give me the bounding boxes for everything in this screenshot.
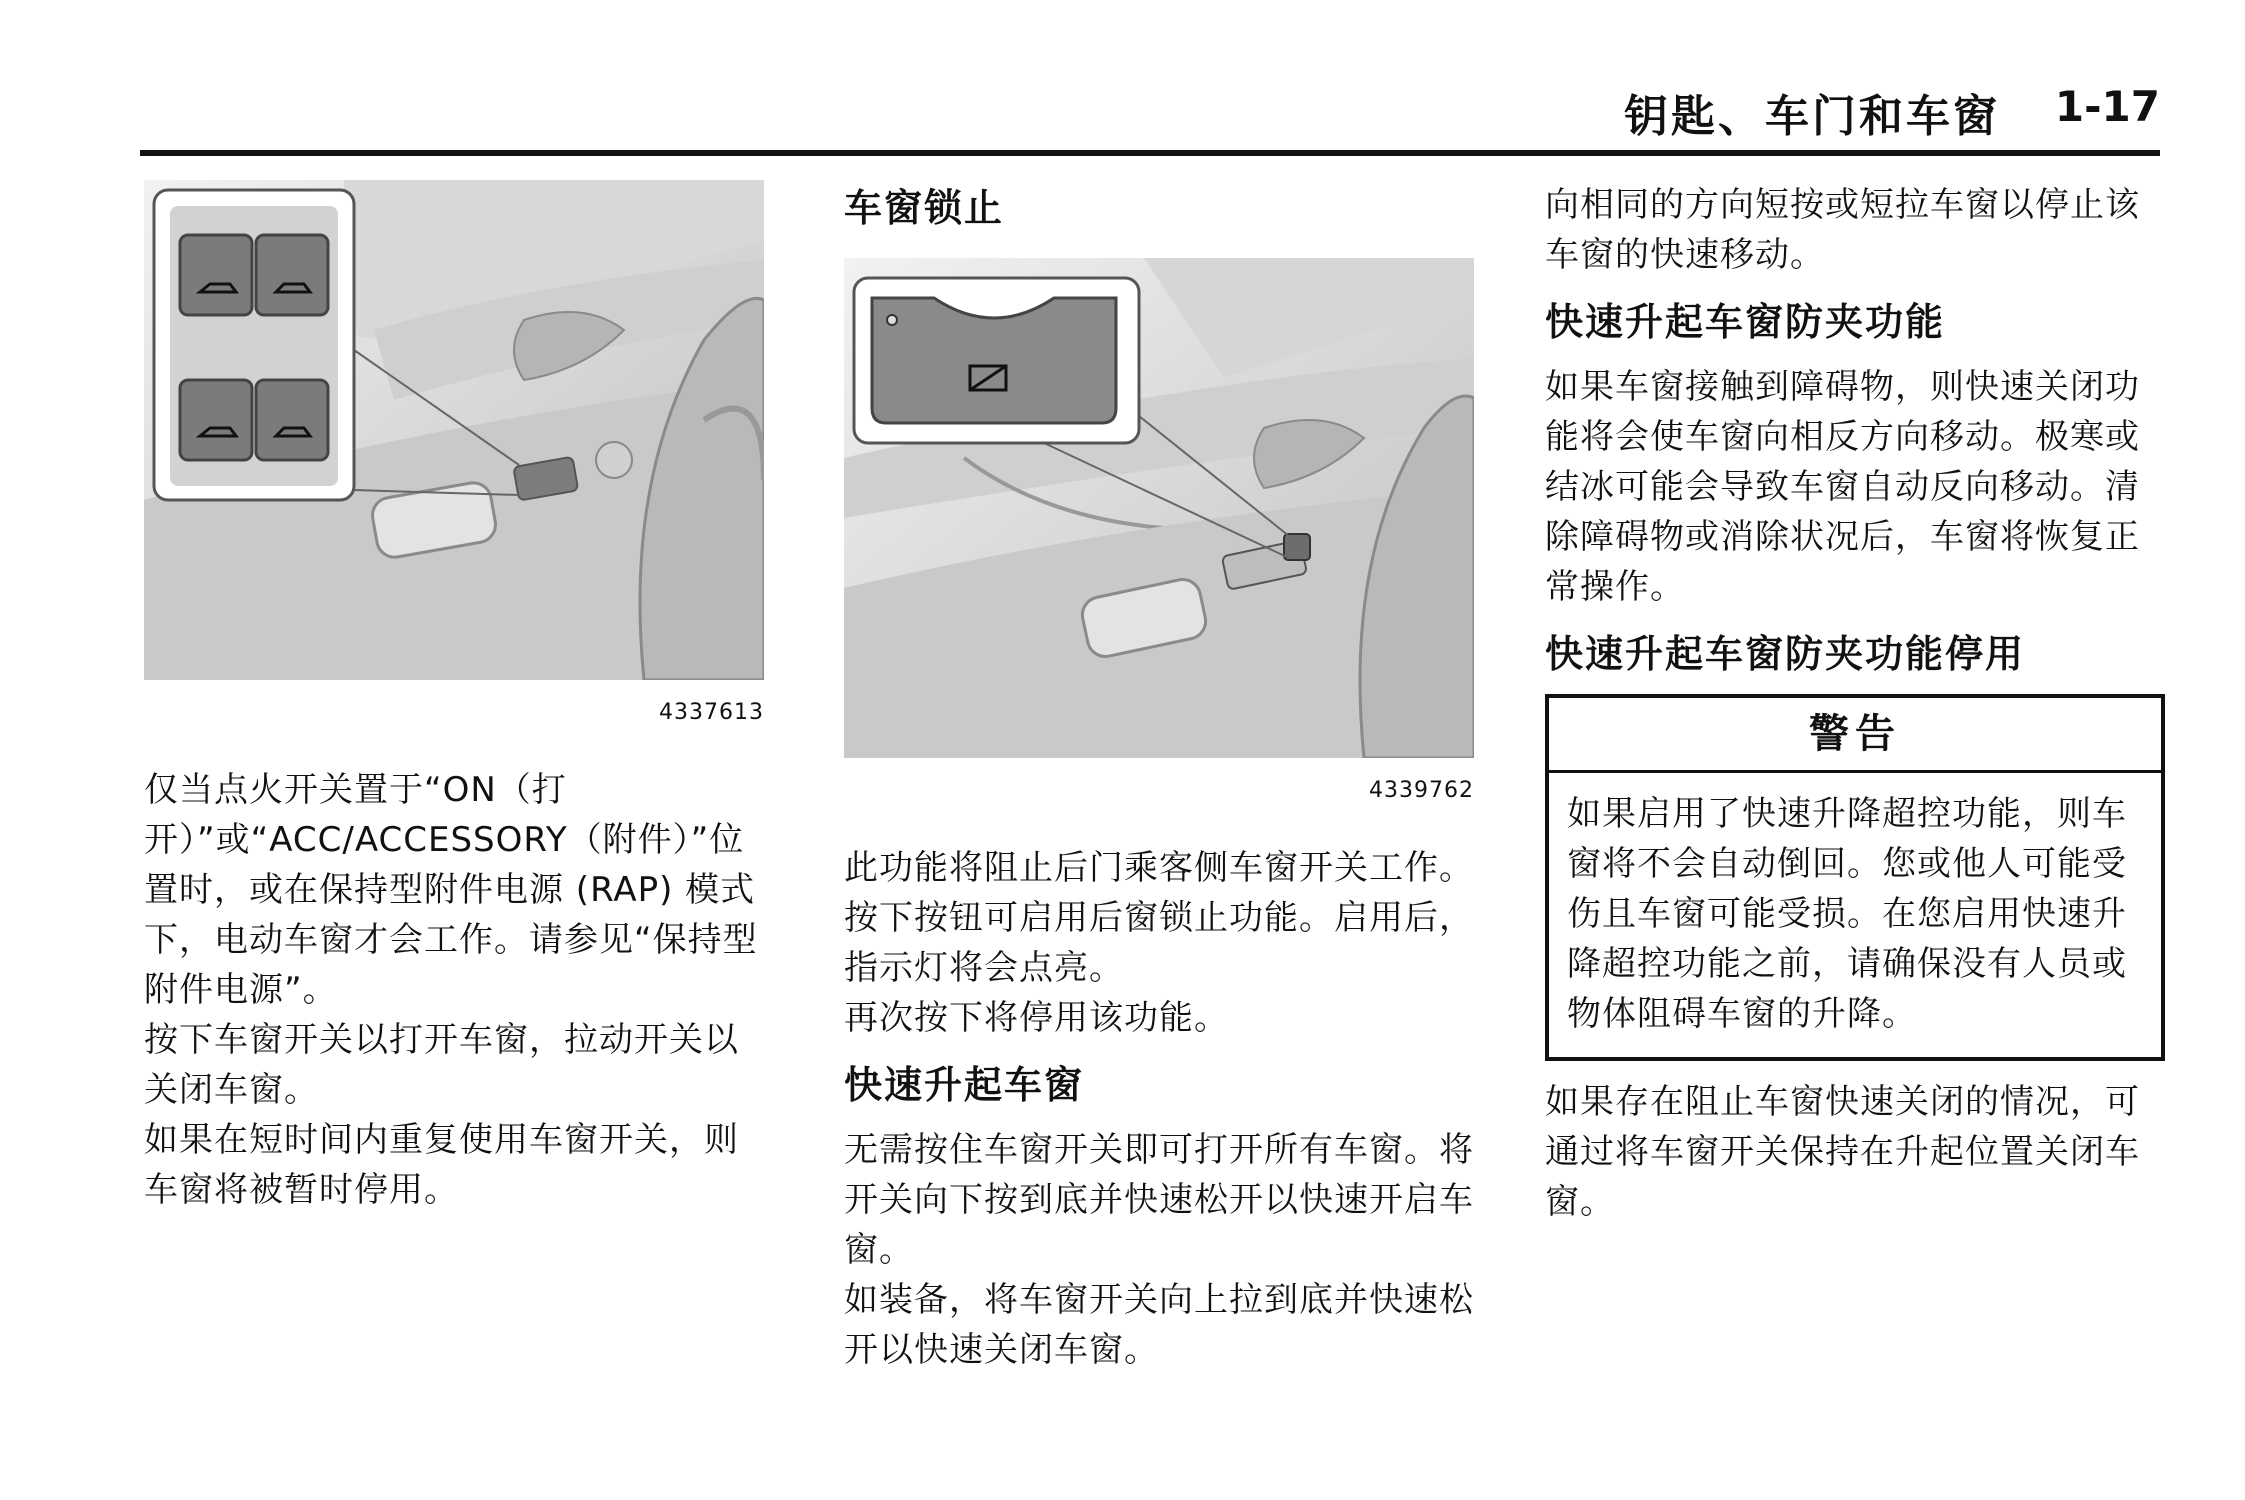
column-1 [144, 180, 764, 1215]
section-title-anti-pinch-override: 快速升起车窗防夹功能停用 [1545, 632, 2026, 676]
column-2 [844, 180, 1474, 1375]
figure-id: 4339762 [1369, 778, 1474, 803]
section-title-window-lock: 车窗锁止 [844, 186, 1005, 230]
chapter-title: 钥匙、车门和车窗 [1624, 91, 2000, 142]
paragraph: 向相同的方向短按或短拉车窗以停止该车窗的快速移动。 [1545, 185, 2140, 275]
section-title-anti-pinch: 快速升起车窗防夹功能 [1545, 300, 1946, 344]
section-title-express-up: 快速升起车窗 [844, 1063, 1085, 1107]
window-lock-figure [844, 258, 1474, 803]
paragraph: 如果在短时间内重复使用车窗开关，则车窗将被暂时停用。 [144, 1120, 739, 1210]
warning-title: 警告 [1549, 698, 2161, 773]
paragraph: 仅当点火开关置于“ON（打开）”或“ACC/ACCESSORY（附件）”位置时，或在保持型附件电源 (RAP) 模式下，电动车窗才会工作。请参见“保持型附件电源”。 [144, 770, 758, 1010]
paragraph: 如果存在阻止车窗快速关闭的情况，可通过将车窗开关保持在升起位置关闭车窗。 [1545, 1082, 2140, 1222]
page-number: 1-17 [2054, 82, 2160, 131]
figure-id: 4337613 [659, 700, 764, 725]
paragraph: 此功能将阻止后门乘客侧车窗开关工作。 [844, 848, 1474, 888]
page-header [140, 70, 2160, 156]
warning-box [1545, 694, 2165, 1061]
paragraph: 无需按住车窗开关即可打开所有车窗。将开关向下按到底并快速松开以快速开启车窗。 [844, 1130, 1474, 1270]
paragraph: 再次按下将停用该功能。 [844, 998, 1229, 1038]
window-switch-figure [144, 180, 764, 725]
column-3 [1545, 180, 2165, 1227]
paragraph: 如装备，将车窗开关向上拉到底并快速松开以快速关闭车窗。 [844, 1280, 1474, 1370]
paragraph: 按下按钮可启用后窗锁止功能。启用后，指示灯将会点亮。 [844, 898, 1474, 988]
paragraph: 如果车窗接触到障碍物，则快速关闭功能将会使车窗向相反方向移动。极寒或结冰可能会导致车窗自动反向移动。清除障碍物或消除状况后，车窗将恢复正常操作。 [1545, 367, 2140, 607]
window-lock-illustration [844, 258, 1474, 758]
warning-text: 如果启用了快速升降超控功能，则车窗将不会自动倒回。您或他人可能受伤且车窗可能受损。在您启用快速升降超控功能之前，请确保没有人员或物体阻碍车窗的升降。 [1567, 794, 2127, 1034]
paragraph: 按下车窗开关以打开车窗，拉动开关以关闭车窗。 [144, 1020, 739, 1110]
door-window-switch-illustration [144, 180, 764, 680]
